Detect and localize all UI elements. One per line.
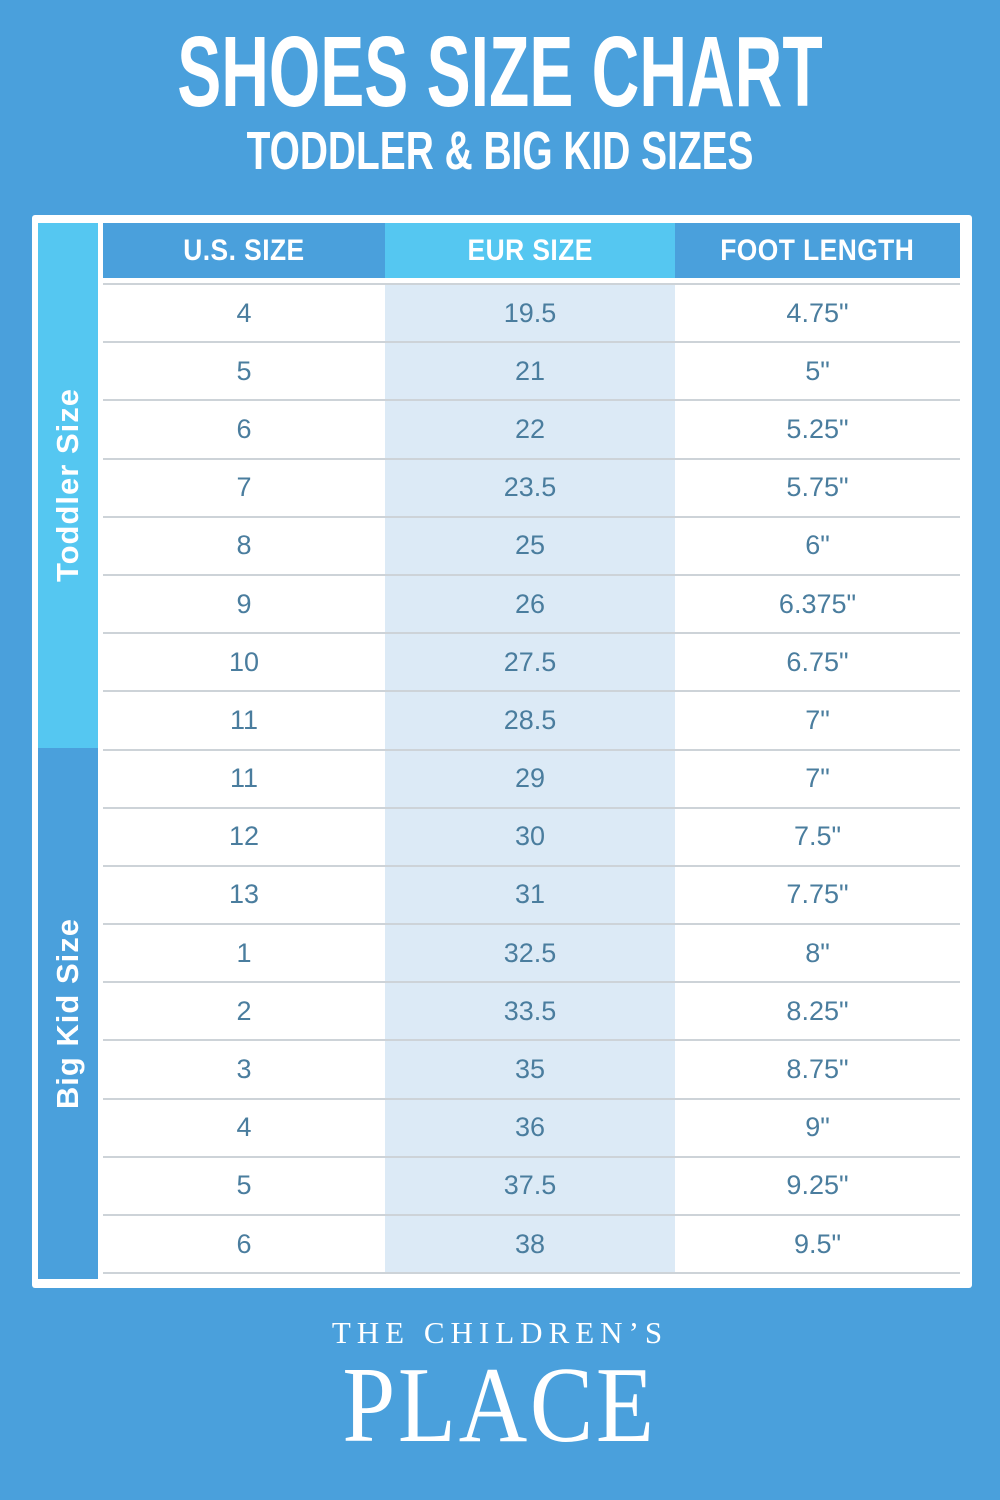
table-row [103, 1041, 960, 1099]
foot-length-cell: 4.75" [675, 285, 960, 341]
foot-length-cell: 6.375" [675, 576, 960, 632]
table-row [103, 925, 960, 983]
foot-length-cell: 5.75" [675, 460, 960, 516]
us-size-cell: 1 [103, 925, 385, 981]
table-row [103, 634, 960, 692]
eur-size-cell: 28.5 [385, 692, 675, 748]
foot-length-cell: 9" [675, 1100, 960, 1156]
foot-length-cell: 6" [675, 518, 960, 574]
eur-size-cell: 38 [385, 1216, 675, 1272]
eur-size-cell: 33.5 [385, 983, 675, 1039]
page-subtitle: TODDLER & BIG KID SIZES [246, 121, 754, 181]
table-row [103, 809, 960, 867]
toddler-size-strip [38, 223, 98, 748]
table-row [103, 1158, 960, 1216]
brand-name-line2: PLACE [342, 1346, 658, 1465]
eur-size-cell: 21 [385, 343, 675, 399]
brand-name-line1: THE CHILDREN’S [331, 1315, 669, 1350]
foot-length-cell: 8.25" [675, 983, 960, 1039]
toddler-size-label: Toddler Size [50, 388, 85, 583]
us-size-cell: 5 [103, 1158, 385, 1214]
foot-length-cell: 7" [675, 692, 960, 748]
us-size-cell: 4 [103, 1100, 385, 1156]
us-size-cell: 6 [103, 1216, 385, 1272]
foot-length-cell: 7.5" [675, 809, 960, 865]
us-size-cell: 8 [103, 518, 385, 574]
table-row [103, 343, 960, 401]
column-header-foot-length: FOOT LENGTH [675, 223, 960, 278]
big-kid-size-label: Big Kid Size [50, 917, 85, 1110]
eur-size-cell: 19.5 [385, 285, 675, 341]
column-header-us-size: U.S. SIZE [103, 223, 385, 278]
title-block [0, 16, 1000, 181]
eur-size-cell: 29 [385, 751, 675, 807]
table-row [103, 1216, 960, 1274]
size-table [103, 223, 960, 1274]
foot-length-cell: 5.25" [675, 401, 960, 457]
foot-length-cell: 9.25" [675, 1158, 960, 1214]
eur-size-cell: 31 [385, 867, 675, 923]
eur-size-cell: 37.5 [385, 1158, 675, 1214]
table-row [103, 576, 960, 634]
us-size-cell: 5 [103, 343, 385, 399]
us-size-cell: 9 [103, 576, 385, 632]
foot-length-cell: 5" [675, 343, 960, 399]
eur-size-cell: 32.5 [385, 925, 675, 981]
table-row [103, 692, 960, 750]
us-size-cell: 4 [103, 285, 385, 341]
table-row [103, 460, 960, 518]
table-row [103, 983, 960, 1041]
eur-size-cell: 26 [385, 576, 675, 632]
table-row [103, 867, 960, 925]
brand-footer [0, 1314, 1000, 1465]
eur-size-cell: 27.5 [385, 634, 675, 690]
table-row [103, 518, 960, 576]
us-size-cell: 3 [103, 1041, 385, 1097]
us-size-cell: 6 [103, 401, 385, 457]
us-size-cell: 2 [103, 983, 385, 1039]
eur-size-cell: 35 [385, 1041, 675, 1097]
big-kid-size-strip [38, 748, 98, 1279]
foot-length-cell: 9.5" [675, 1216, 960, 1272]
us-size-cell: 13 [103, 867, 385, 923]
size-chart-card [32, 215, 972, 1288]
foot-length-cell: 8" [675, 925, 960, 981]
table-row [103, 285, 960, 343]
foot-length-cell: 8.75" [675, 1041, 960, 1097]
table-row [103, 401, 960, 459]
us-size-cell: 11 [103, 692, 385, 748]
table-row [103, 1100, 960, 1158]
us-size-cell: 11 [103, 751, 385, 807]
us-size-cell: 10 [103, 634, 385, 690]
foot-length-cell: 7" [675, 751, 960, 807]
table-row [103, 751, 960, 809]
eur-size-cell: 25 [385, 518, 675, 574]
eur-size-cell: 22 [385, 401, 675, 457]
us-size-cell: 7 [103, 460, 385, 516]
foot-length-cell: 7.75" [675, 867, 960, 923]
eur-size-cell: 30 [385, 809, 675, 865]
us-size-cell: 12 [103, 809, 385, 865]
column-header-eur-size: EUR SIZE [385, 223, 675, 278]
table-body [103, 283, 960, 1274]
foot-length-cell: 6.75" [675, 634, 960, 690]
table-header-row [103, 223, 960, 278]
page-title: SHOES SIZE CHART [177, 16, 823, 128]
eur-size-cell: 23.5 [385, 460, 675, 516]
eur-size-cell: 36 [385, 1100, 675, 1156]
